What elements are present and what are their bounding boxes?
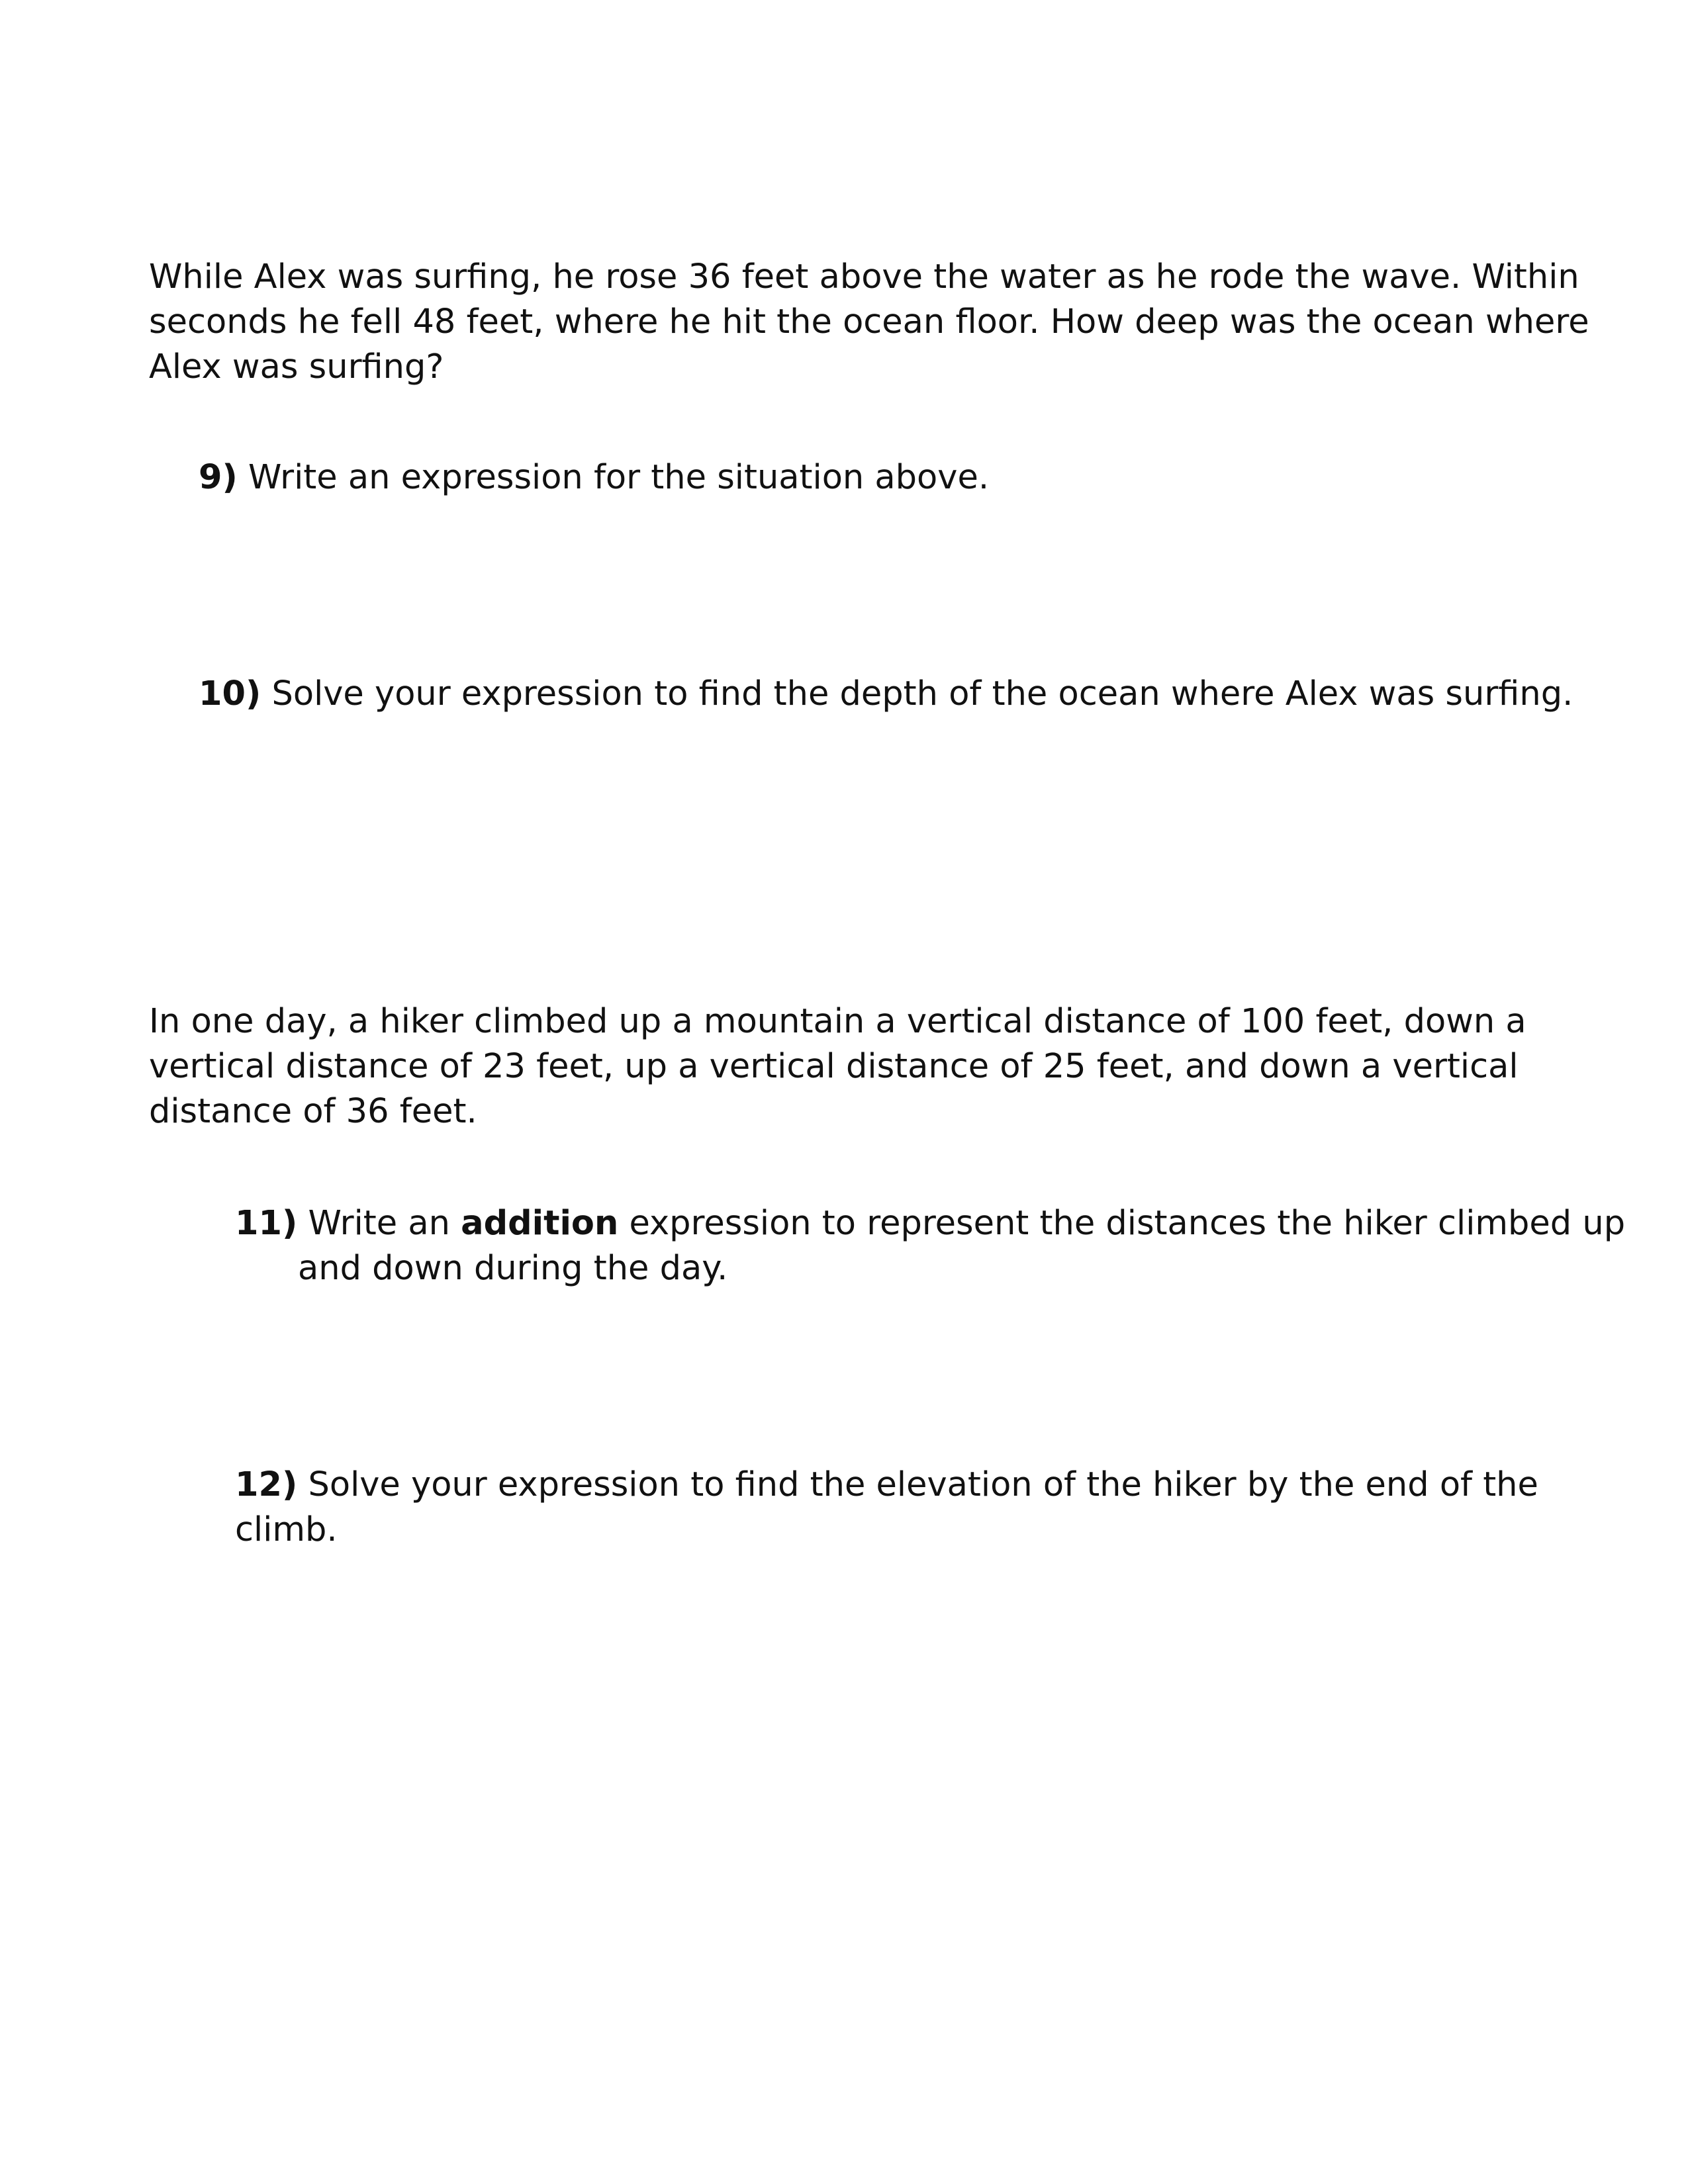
problem-2-text: In one day, a hiker climbed up a mountain a vertical distance of 100 feet, down a vertical distance of 23 feet, up a vertical distance of 25 feet, and down a vertical distance of 36 feet. bbox=[149, 1002, 1526, 1131]
question-12-number: 12) bbox=[235, 1465, 298, 1504]
question-11-text-before: Write an bbox=[308, 1204, 450, 1243]
question-11-emphasis: addition bbox=[461, 1204, 619, 1243]
question-10 bbox=[199, 672, 1622, 717]
question-10-number: 10) bbox=[199, 674, 261, 713]
question-9-number: 9) bbox=[199, 458, 238, 497]
problem-1-text: While Alex was surfing, he rose 36 feet above the water as he rode the wave. Within seconds he fell 48 feet, where he hit the ocean floor. How deep was the ocean where Alex was surfing? bbox=[149, 257, 1589, 387]
question-9 bbox=[199, 455, 1589, 500]
question-12 bbox=[235, 1463, 1625, 1553]
question-9-text: Write an expression for the situation above. bbox=[248, 458, 990, 497]
question-10-text: Solve your expression to find the depth of the ocean where Alex was surfing. bbox=[271, 674, 1573, 713]
question-11 bbox=[235, 1201, 1648, 1291]
question-11-text-after: expression to represent the distances the hiker climbed up and down during the day. bbox=[298, 1204, 1626, 1288]
question-12-text: Solve your expression to find the elevation of the hiker by the end of the climb. bbox=[235, 1465, 1538, 1549]
question-11-number: 11) bbox=[235, 1204, 298, 1243]
